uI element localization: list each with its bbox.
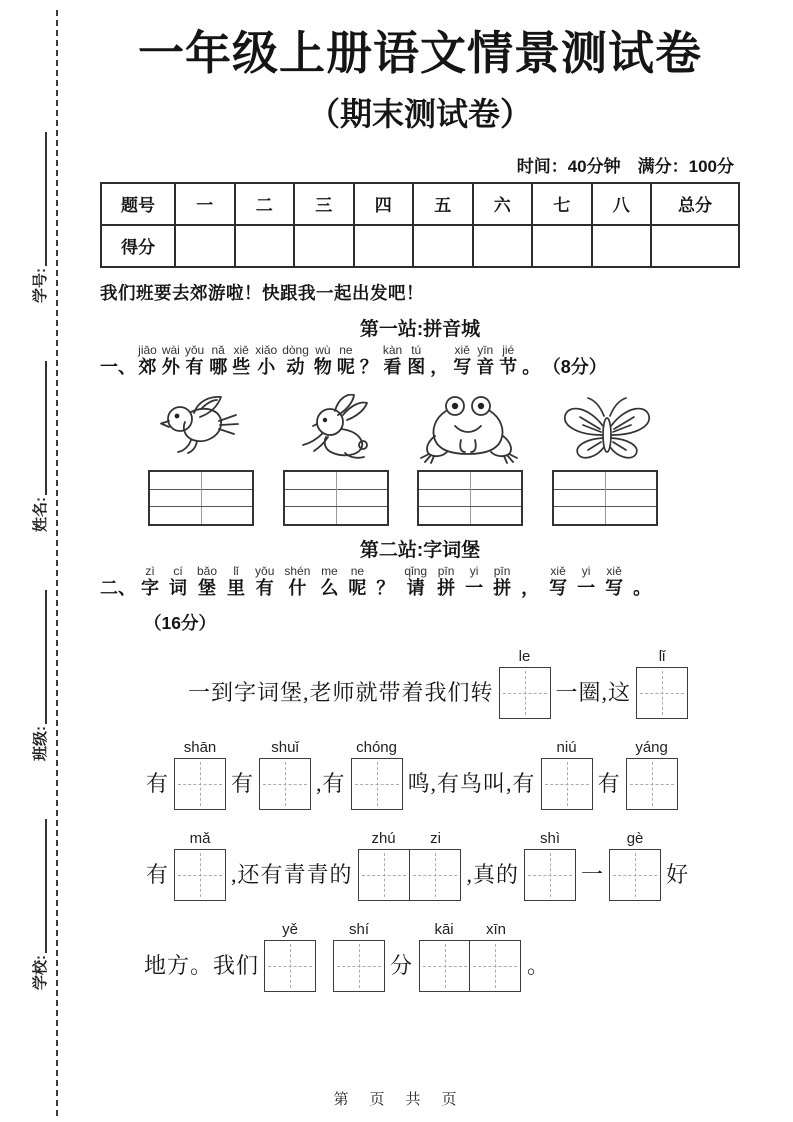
frog-illustration (419, 392, 519, 464)
pinyin-label: gè (626, 829, 644, 847)
score-table-header-cell: 三 (294, 183, 354, 225)
question-char: 呢ne (348, 563, 367, 598)
story-text: 鸣,有鸟叫,有 (407, 771, 536, 797)
score-table-header-cell: 七 (532, 183, 592, 225)
pinyin-label: kāi (434, 920, 454, 938)
page-subtitle: （期末测试卷） (307, 95, 532, 132)
question-char: 写xiě (453, 342, 472, 377)
character-writing-box (259, 758, 311, 810)
score-empty-cell (175, 225, 235, 267)
question-2 (100, 565, 740, 600)
story-text: 一 (581, 862, 605, 888)
score-empty-cell (235, 225, 295, 267)
score-empty-cell (651, 225, 739, 267)
question-char: 看kàn (382, 342, 403, 377)
story-line (100, 829, 740, 901)
question-char: ？ (376, 577, 395, 598)
question-char: 有yǒu (255, 563, 275, 598)
pinyin-label: lǐ (658, 647, 666, 665)
pinyin-label: zi (430, 829, 441, 847)
question-char: 一yi (577, 563, 596, 598)
student-field-label: 学号: (32, 268, 49, 303)
time-fullscore-info: 时间：40分钟 满分：100分 (516, 156, 734, 176)
grid-center-line (201, 472, 202, 524)
pinyin-answer-grids-row (100, 470, 740, 526)
question-score: （8分） (542, 356, 607, 377)
pinyin-double-box-unit (418, 920, 522, 992)
score-empty-cell (413, 225, 473, 267)
question-number: 二、 (100, 577, 136, 598)
pinyin-label: yě (282, 920, 298, 938)
character-writing-box (636, 667, 688, 719)
student-info-sidebar (16, 31, 50, 1091)
question-char: 图tú (407, 342, 426, 377)
story-text: 有 (597, 771, 621, 797)
question-char: 里lǐ (227, 563, 246, 598)
question-number: 一、 (100, 356, 136, 377)
story-text: 好 (666, 862, 690, 888)
pinyin-box-unit (174, 829, 226, 901)
question-char: 些xiē (232, 342, 251, 377)
pinyin-label: niú (556, 738, 577, 756)
student-field-label: 姓名: (32, 497, 49, 532)
story-text: 有 (146, 862, 170, 888)
character-writing-box (333, 940, 385, 992)
character-writing-box (358, 849, 410, 901)
score-table-header-cell: 四 (354, 183, 414, 225)
student-field-blank (44, 590, 47, 724)
pinyin-box-unit (264, 920, 316, 992)
character-writing-box (174, 758, 226, 810)
score-table-header-cell: 一 (175, 183, 235, 225)
question-1 (100, 344, 740, 379)
pinyin-label: yáng (635, 738, 668, 756)
story-text: ,真的 (466, 862, 520, 888)
pinyin-box-unit (609, 829, 661, 901)
pinyin-writing-grid (283, 470, 389, 526)
pinyin-writing-grid (148, 470, 254, 526)
score-empty-cell (294, 225, 354, 267)
butterfly-illustration (560, 394, 655, 462)
question-char: 写xiě (605, 563, 624, 598)
story-text: 分 (390, 953, 414, 979)
question-char: 呢ne (336, 342, 355, 377)
page-title: 一年级上册语文情景测试卷 (138, 27, 702, 79)
question-char: 什shén (284, 563, 311, 598)
intro-text: 我们班要去郊游啦！快跟我一起出发吧！ (100, 282, 424, 303)
pinyin-box-unit (524, 829, 576, 901)
question-char: 写xiě (549, 563, 568, 598)
pinyin-box-unit (351, 738, 403, 810)
score-table-header-cell: 二 (235, 183, 295, 225)
question-char: 小xiǎo (255, 342, 278, 377)
score-table-header-cell: 总分 (651, 183, 739, 225)
question-char: ？ (359, 356, 378, 377)
pinyin-label: xīn (486, 920, 507, 938)
double-writing-box (419, 940, 521, 992)
character-writing-box (609, 849, 661, 901)
question-char: 哪nǎ (209, 342, 228, 377)
student-field-label: 班级: (32, 726, 49, 761)
question-char: 堡bǎo (197, 563, 218, 598)
pinyin-label: mǎ (189, 829, 211, 847)
pinyin-label-pair (418, 920, 522, 940)
pinyin-box-unit (636, 647, 688, 719)
student-field (29, 819, 50, 990)
question-char: 有yǒu (184, 342, 205, 377)
question-char: 音yīn (476, 342, 495, 377)
pinyin-box-unit (259, 738, 311, 810)
question-char: 。 (522, 356, 541, 377)
question-char: ， (521, 577, 540, 598)
question-char: 拼pīn (437, 563, 456, 598)
pinyin-box-unit (333, 920, 385, 992)
score-table-header-cell: 六 (473, 183, 533, 225)
story-text: 有 (231, 771, 255, 797)
question-char: 词cí (169, 563, 187, 598)
character-writing-box (524, 849, 576, 901)
grid-center-line (470, 472, 471, 524)
score-empty-cell (592, 225, 652, 267)
story-text: 地方。我们 (144, 953, 260, 979)
score-table-corner-cell: 题号 (101, 183, 175, 225)
character-writing-box (626, 758, 678, 810)
question-char: 。 (633, 577, 652, 598)
student-field-blank (44, 361, 47, 495)
character-writing-box (351, 758, 403, 810)
score-empty-cell (473, 225, 533, 267)
story-text: 一圈,这 (555, 680, 632, 706)
double-writing-box (358, 849, 460, 901)
pinyin-label: shān (183, 738, 217, 756)
score-table-header-cell: 八 (592, 183, 652, 225)
pinyin-writing-grid (417, 470, 523, 526)
score-row-label-cell: 得分 (101, 225, 175, 267)
character-writing-box (541, 758, 593, 810)
pinyin-label: chóng (356, 738, 397, 756)
station1-heading: 第一站:拼音城 (359, 318, 481, 340)
pinyin-label: shí (349, 920, 370, 938)
grid-center-line (336, 472, 337, 524)
page-footer: 第 页 共 页 (333, 1091, 460, 1108)
score-empty-cell (354, 225, 414, 267)
story-text: ,还有青青的 (231, 862, 353, 888)
student-field-blank (44, 819, 47, 953)
pinyin-writing-grid (552, 470, 658, 526)
student-field-blank (44, 132, 47, 266)
fill-in-story (100, 647, 740, 992)
story-text: ,有 (316, 771, 346, 797)
question-char: 么me (320, 563, 339, 598)
pinyin-label: le (518, 647, 531, 665)
grid-center-line (605, 472, 606, 524)
story-text: 。 (527, 953, 551, 979)
character-writing-box (409, 849, 461, 901)
rabbit-illustration (283, 394, 378, 462)
binding-dashed-line (56, 10, 58, 1116)
student-field (29, 361, 50, 532)
question-char: 一yi (465, 563, 484, 598)
pinyin-label: shì (540, 829, 561, 847)
story-text: 有 (146, 771, 170, 797)
story-line (100, 920, 740, 992)
pinyin-double-box-unit (358, 829, 462, 901)
pinyin-box-unit (174, 738, 226, 810)
question-char: 郊jiāo (138, 342, 157, 377)
paper-content (100, 0, 740, 1011)
score-table-header-row (101, 183, 739, 225)
bird-illustration (150, 395, 242, 461)
question-char: 物wù (313, 342, 332, 377)
question-2-score: （16分） (144, 612, 216, 633)
station2-heading: 第二站:字词堡 (359, 539, 481, 561)
character-writing-box (264, 940, 316, 992)
score-table-header-cell: 五 (413, 183, 473, 225)
story-line (100, 647, 740, 719)
character-writing-box (174, 849, 226, 901)
story-line (100, 738, 740, 810)
character-writing-box (419, 940, 471, 992)
student-field (29, 590, 50, 761)
student-field-label: 学校: (32, 955, 49, 990)
pinyin-box-unit (541, 738, 593, 810)
pinyin-box-unit (499, 647, 551, 719)
character-writing-box (499, 667, 551, 719)
question-char: 拼pīn (493, 563, 512, 598)
student-field (29, 132, 50, 303)
question-char: 请qǐng (404, 563, 428, 598)
animal-pictures-row (100, 392, 740, 464)
character-writing-box (469, 940, 521, 992)
score-table-score-row (101, 225, 739, 267)
question-char: 外wài (161, 342, 180, 377)
score-empty-cell (532, 225, 592, 267)
pinyin-label: zhú (371, 829, 396, 847)
question-char: 字zì (141, 563, 159, 598)
question-char: 节jié (499, 342, 518, 377)
question-char: ， (430, 356, 449, 377)
question-char: 动dòng (282, 342, 309, 377)
story-text: 一到字词堡,老师就带着我们转 (188, 680, 494, 706)
pinyin-box-unit (626, 738, 678, 810)
pinyin-label: shuǐ (271, 738, 299, 756)
score-table (100, 182, 740, 268)
pinyin-label-pair (358, 829, 462, 849)
